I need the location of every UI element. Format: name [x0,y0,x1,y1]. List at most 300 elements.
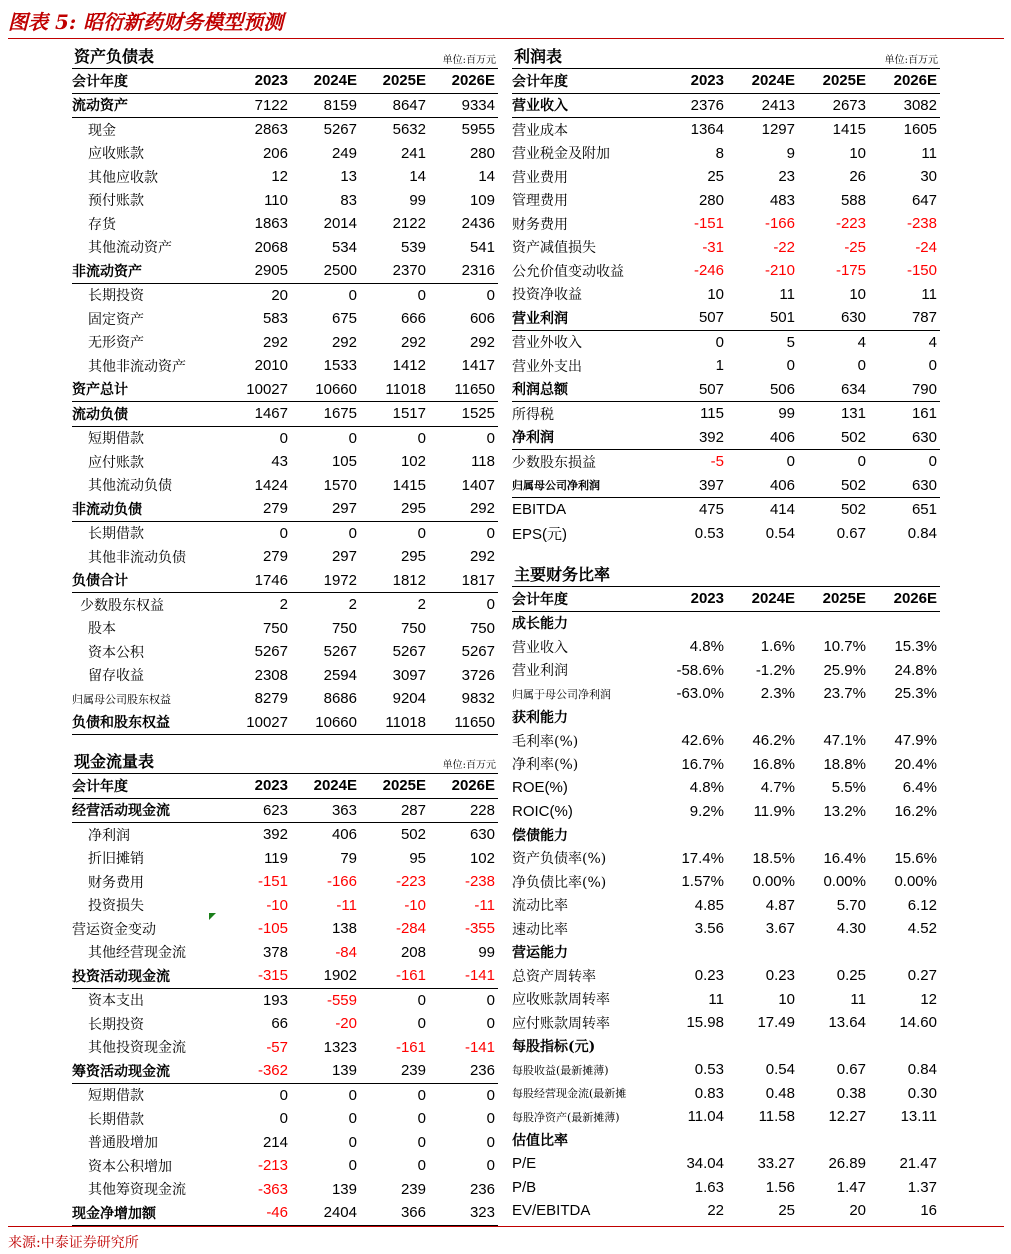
row-value: 0.23 [694,967,724,985]
row-value: 750 [262,619,288,637]
row-value: 26.89 [828,1155,866,1173]
row-value: 10 [778,990,795,1008]
row-label: 每股指标(元) [512,1039,596,1056]
row-value: 292 [331,333,357,351]
table-row [72,1036,498,1060]
balance-sheet-head [72,46,498,69]
row-label: 营业外收入 [512,335,582,352]
row-label: 长期投资 [88,1016,144,1033]
row-value: 1972 [291,569,360,593]
row-value: 1.6% [760,638,795,656]
row-label: 资产负债率(%) [512,851,607,868]
row-value: 0 [928,357,937,375]
row-value: 539 [400,238,426,256]
row-label: 每股净资产(最新摊薄) [512,1110,620,1124]
row-value: 11 [708,990,724,1008]
row-value: 666 [400,310,426,328]
row-label: 资产减值损失 [512,240,596,257]
row-value: 47.9% [894,732,937,750]
row-value [656,1035,727,1059]
row-value: 2068 [254,238,288,256]
row-value: 787 [869,306,940,330]
row-label: 其他非流动负债 [88,549,186,566]
table-row [512,212,940,236]
row-value: 0 [348,286,357,304]
row-value: 1424 [254,476,288,494]
header-year: 2024E [727,69,798,93]
row-value: 1323 [323,1038,357,1056]
row-label: 每股收益(最新摊薄) [512,1063,609,1077]
row-value: 5267 [254,643,288,661]
row-value [656,611,727,635]
row-value: 10 [849,144,866,162]
table-row [512,964,940,988]
row-value [798,611,869,635]
header-row [72,69,498,93]
row-value: 139 [291,1059,360,1083]
row-label: ROE(%) [512,779,568,797]
row-value: -166 [326,873,357,891]
row-value: 20.4% [894,755,937,773]
row-value: 606 [469,310,495,328]
row-label: 营运能力 [512,945,568,962]
row-label: 现金净增加额 [72,1201,222,1225]
row-value: -210 [764,262,795,280]
row-value: 20 [271,286,288,304]
row-label: 应收账款周转率 [512,992,610,1009]
comment-marker-icon [209,913,216,920]
row-value: 2370 [360,259,429,283]
row-value: 193 [262,991,288,1009]
table-row [512,1199,940,1223]
row-value: 11.04 [687,1108,724,1126]
table-row [512,378,940,402]
table-row [72,474,498,498]
row-label: 资本公积 [88,644,144,661]
row-value: 2.3% [760,685,795,703]
table-row [72,545,498,569]
row-label: 现金 [88,122,116,139]
header-row [512,587,940,611]
row-value: 1.56 [765,1178,795,1196]
row-value: 1297 [761,121,795,139]
row-value: 1.57% [681,873,724,891]
table-row [72,640,498,664]
row-value: 206 [262,144,288,162]
row-label: 归属母公司股东权益 [72,692,171,706]
table-row [72,711,498,735]
row-value: 279 [262,548,288,566]
row-value: 0 [348,1133,357,1151]
row-label: 少数股东权益 [80,597,164,614]
row-label: 归属于母公司净利润 [512,687,611,701]
row-value: 115 [700,405,724,423]
row-value: 5.70 [836,896,866,914]
row-value: 0 [348,1086,357,1104]
row-value: 16.8% [752,755,795,773]
row-value: 0 [417,286,426,304]
table-row [512,93,940,118]
row-value: 1675 [291,402,360,427]
row-label: 流动负债 [72,402,222,427]
row-value [798,706,869,730]
row-value: 630 [869,426,940,450]
row-value: 0 [279,524,288,542]
table-row [72,941,498,965]
row-value: 13.2% [823,802,866,820]
row-label: 其他筹资现金流 [88,1182,186,1199]
row-label: 应付账款周转率 [512,1015,610,1032]
row-value: -284 [395,920,426,938]
table-row [512,847,940,871]
table-row [512,706,940,730]
row-value [727,823,798,847]
row-value: 17.49 [757,1014,795,1032]
table-row [512,1082,940,1106]
row-value: 14.60 [899,1014,937,1032]
row-value: 280 [469,144,495,162]
table-row [72,1012,498,1036]
row-value: 0 [417,1133,426,1151]
row-value: 0.48 [765,1084,795,1102]
row-value: 4.8% [689,638,724,656]
table-row [512,426,940,450]
row-value: 1746 [222,569,291,593]
row-value: 11.58 [758,1108,795,1126]
row-value: 161 [911,405,937,423]
row-value: 392 [262,826,288,844]
table-row [512,635,940,659]
table-row [512,800,940,824]
table-row [72,917,498,941]
row-value: 13.64 [828,1014,866,1032]
table-row [72,1131,498,1155]
table-row [72,497,498,521]
table-row [512,142,940,166]
table-row [72,236,498,260]
table-row [512,330,940,354]
row-value: -1.2% [755,661,795,679]
row-value: 0.67 [836,1061,866,1079]
row-label: 偿债能力 [512,827,568,844]
table-row [72,593,498,617]
row-value: 2 [348,596,357,614]
row-value: 297 [331,548,357,566]
row-value: -362 [222,1059,291,1083]
row-value: 11.9% [753,802,795,820]
row-value: 11650 [429,378,498,402]
row-label: 归属母公司净利润 [512,474,656,498]
row-value: 4.52 [907,920,937,938]
row-value: 10.7% [823,638,866,656]
row-label: 营业利润 [512,306,656,330]
income-table [512,69,940,545]
header-label: 会计年度 [512,69,656,93]
balance-sheet-title: 资产负债表 [74,47,155,66]
row-value: 3082 [869,93,940,118]
row-value: 131 [840,405,866,423]
table-row [72,1083,498,1107]
row-label: 公允价值变动收益 [512,263,624,280]
row-value [798,941,869,965]
row-value: 11 [921,144,937,162]
row-value: 366 [360,1201,429,1225]
row-value: 5267 [461,643,495,661]
row-value: 2308 [254,666,288,684]
row-value: 7122 [222,93,291,118]
row-value: 4 [857,333,866,351]
row-label: 长期借款 [88,1111,144,1128]
row-value: 43 [271,453,288,471]
row-value: 397 [656,474,727,498]
row-value: 0 [348,1110,357,1128]
row-value: 2500 [291,259,360,283]
row-value: 34.04 [686,1155,724,1173]
row-value: -46 [222,1201,291,1225]
row-value: 280 [698,191,724,209]
header-year: 2026E [429,69,498,93]
row-value: 1863 [254,215,288,233]
row-value: 1.37 [907,1178,937,1196]
header-year: 2026E [869,69,940,93]
row-value: 0.53 [694,1061,724,1079]
row-value: 0.54 [765,524,795,542]
row-value: 15.98 [686,1014,724,1032]
row-value: 0.00% [752,873,795,891]
row-value: 2673 [798,93,869,118]
row-value: 0.25 [836,967,866,985]
row-value: 99 [409,191,426,209]
row-value: 750 [400,619,426,637]
row-value: 588 [840,191,866,209]
row-value: 1902 [291,964,360,988]
row-value: 5267 [323,121,357,139]
row-value: 0 [928,453,937,471]
row-value: 0.27 [907,967,937,985]
row-value: 0.83 [694,1084,724,1102]
row-value: 25.9% [823,661,866,679]
row-value: 2010 [254,357,288,375]
row-value: 506 [727,378,798,402]
row-value: 790 [869,378,940,402]
row-value: 236 [469,1180,495,1198]
table-row [512,522,940,546]
row-value [727,941,798,965]
row-value: 0 [857,453,866,471]
row-value: 23.7% [823,685,866,703]
row-label: 资产总计 [72,378,222,402]
cashflow-title: 现金流量表 [74,752,155,771]
table-row [512,682,940,706]
row-value: 3726 [461,666,495,684]
row-value: 9832 [461,690,495,708]
row-value: 2316 [429,259,498,283]
row-label: 净利润 [512,426,656,450]
row-value: -150 [906,262,937,280]
row-value: 651 [911,501,937,519]
row-value: -11 [336,896,357,914]
row-value: 46.2% [752,732,795,750]
row-value: 10027 [222,378,291,402]
table-row [512,165,940,189]
table-row [72,1107,498,1131]
row-value: 33.27 [757,1155,795,1173]
row-label: P/B [512,1178,537,1196]
row-value: 406 [727,426,798,450]
row-value: 0 [348,429,357,447]
row-label: 应收账款 [88,146,144,163]
row-value: 1605 [903,121,937,139]
row-value: 0 [417,524,426,542]
row-value: 239 [360,1059,429,1083]
row-value: 2436 [461,215,495,233]
row-value: 11018 [360,711,429,735]
row-label: 其他经营现金流 [88,945,186,962]
table-row [512,776,940,800]
row-label: 营业利润 [512,663,568,680]
row-label: 其他非流动资产 [88,358,186,375]
row-value: -166 [764,215,795,233]
table-row [512,498,940,522]
row-value: 0 [486,1086,495,1104]
row-value: 5.5% [831,779,866,797]
row-value [798,823,869,847]
ratios-table [512,587,940,1223]
row-label: 估值比率 [512,1133,568,1150]
table-row [72,118,498,142]
row-value: 0 [486,991,495,1009]
header-label: 会计年度 [72,774,222,798]
table-row [72,964,498,988]
table-row [72,569,498,593]
row-value: 1364 [690,121,724,139]
row-label: 成长能力 [512,616,568,633]
row-value: 0 [486,1133,495,1151]
row-label: 投资损失 [88,898,144,915]
row-label: 经营活动现金流 [72,798,222,823]
ratios-block [512,564,940,1223]
row-label: P/E [512,1155,537,1173]
row-label: EV/EBITDA [512,1202,591,1220]
row-label: 营业成本 [512,122,568,139]
row-value: 634 [798,378,869,402]
table-row [512,823,940,847]
row-value: 0.53 [694,524,724,542]
row-value: 47.1% [823,732,866,750]
row-value: 292 [429,497,498,521]
row-label: 负债合计 [72,569,222,593]
row-value: 0.23 [765,967,795,985]
row-value: 1415 [392,476,426,494]
row-value: -58.6% [676,661,724,679]
row-value: 0 [279,429,288,447]
table-row [72,212,498,236]
row-value: 109 [469,191,495,209]
row-value: 14 [409,168,426,186]
row-value: 16.7% [681,755,724,773]
table-row [512,1035,940,1059]
header-year: 2023 [222,774,291,798]
row-label: 长期投资 [88,288,144,305]
table-row [512,753,940,777]
row-value: 2404 [291,1201,360,1225]
row-value: -5 [710,453,724,471]
row-label: 短期借款 [88,431,144,448]
cashflow-unit: 单位:百万元 [442,760,496,771]
table-row [72,1201,498,1225]
row-value: 1467 [222,402,291,427]
row-label: 非流动负债 [72,497,222,521]
row-value: -22 [773,238,795,256]
row-value: 750 [469,619,495,637]
row-value [798,1035,869,1059]
table-row [72,307,498,331]
row-value: 208 [400,943,426,961]
row-value: 18.5% [752,849,795,867]
row-value: 228 [429,798,498,823]
row-label: 其他流动负债 [88,478,172,495]
row-value: 14 [478,168,495,186]
row-label: 折旧摊销 [88,851,144,868]
row-value: 249 [331,144,357,162]
row-value: 5 [786,333,795,351]
row-value: 502 [798,426,869,450]
row-value: 18.8% [823,755,866,773]
row-value: 83 [340,191,357,209]
row-label: 营业税金及附加 [512,146,610,163]
row-label: 净利润 [88,827,130,844]
row-value: 239 [400,1180,426,1198]
row-value: -84 [335,943,357,961]
row-value: 1415 [832,121,866,139]
row-value: 11 [779,285,795,303]
table-row [512,474,940,498]
row-value: 236 [429,1059,498,1083]
row-value [656,823,727,847]
row-label: 股本 [88,621,116,638]
row-value: 10660 [291,378,360,402]
row-value: -10 [266,896,288,914]
row-value: 0 [417,429,426,447]
row-value: -223 [395,873,426,891]
row-label: 营业收入 [512,93,656,118]
row-value [869,1129,940,1153]
row-value: 12 [271,168,288,186]
row-value: 2 [417,596,426,614]
row-value: -25 [844,238,866,256]
row-label: 营业外支出 [512,358,582,375]
row-label: 少数股东损益 [512,454,596,471]
row-value: 297 [291,497,360,521]
row-value: 22 [707,1202,724,1220]
row-value: -57 [266,1038,288,1056]
row-value: 8159 [291,93,360,118]
income-unit: 单位:百万元 [884,55,938,66]
row-label: 投资净收益 [512,287,582,304]
row-value: 502 [840,501,866,519]
row-value [869,823,940,847]
row-label: 所得税 [512,406,554,423]
row-value: 79 [340,849,357,867]
row-label: 管理费用 [512,193,568,210]
row-label: 速动比率 [512,921,568,938]
row-value: 1.47 [836,1178,866,1196]
row-value: 4.30 [836,920,866,938]
table-row [512,306,940,330]
row-value: 534 [331,238,357,256]
header-year: 2023 [656,587,727,611]
row-value: 10660 [291,711,360,735]
